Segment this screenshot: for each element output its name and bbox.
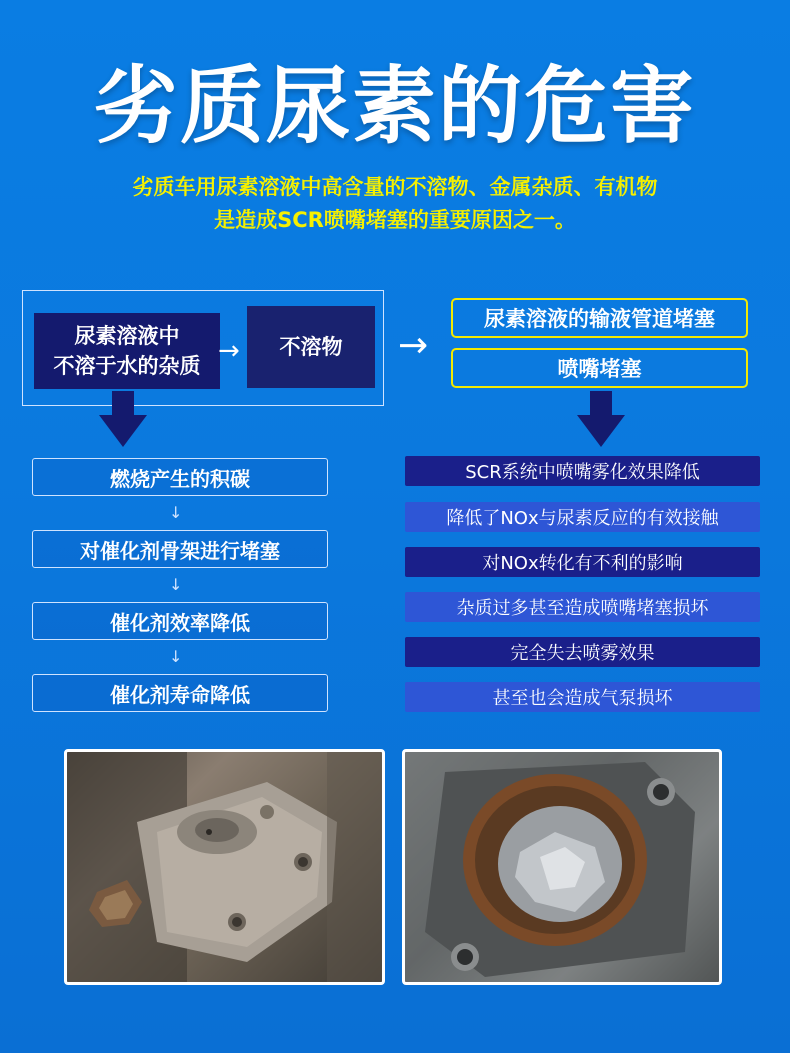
effect-item: 对NOx转化有不利的影响 <box>405 547 760 577</box>
clogged-flange-photo <box>64 749 385 985</box>
page-title: 劣质尿素的危害 <box>93 57 696 155</box>
effect-item: SCR系统中喷嘴雾化效果降低 <box>405 456 760 486</box>
nozzle-blockage-box: 喷嘴堵塞 <box>451 348 748 388</box>
impurity-source-line-1: 尿素溶液中 <box>74 324 180 348</box>
chain-step-2: 对催化剂骨架进行堵塞 <box>32 530 328 568</box>
subtitle-line-1: 劣质车用尿素溶液中高含量的不溶物、金属杂质、有机物 <box>132 175 658 199</box>
effect-item: 甚至也会造成气泵损坏 <box>405 682 760 712</box>
chain-step-3: 催化剂效率降低 <box>32 602 328 640</box>
chain-step-4: 催化剂寿命降低 <box>32 674 328 712</box>
clogged-pipe-photo <box>402 749 722 985</box>
down-arrow-small-icon: ↓ <box>169 647 183 666</box>
insoluble-box: 不溶物 <box>247 306 375 388</box>
subtitle-line-2: 是造成SCR喷嘴堵塞的重要原因之一。 <box>214 208 576 232</box>
down-arrow-small-icon: ↓ <box>169 503 183 522</box>
impurity-source-line-2: 不溶于水的杂质 <box>53 354 201 378</box>
impurity-source-box <box>34 313 220 389</box>
effect-item: 杂质过多甚至造成喷嘴堵塞损坏 <box>405 592 760 622</box>
down-arrow-small-icon: ↓ <box>169 575 183 594</box>
arrow-right-icon: → <box>218 336 240 366</box>
chain-step-1: 燃烧产生的积碳 <box>32 458 328 496</box>
pipe-blockage-box: 尿素溶液的输液管道堵塞 <box>451 298 748 338</box>
arrow-right-icon: → <box>398 325 429 366</box>
effect-item: 降低了NOx与尿素反应的有效接触 <box>405 502 760 532</box>
effect-item: 完全失去喷雾效果 <box>405 637 760 667</box>
